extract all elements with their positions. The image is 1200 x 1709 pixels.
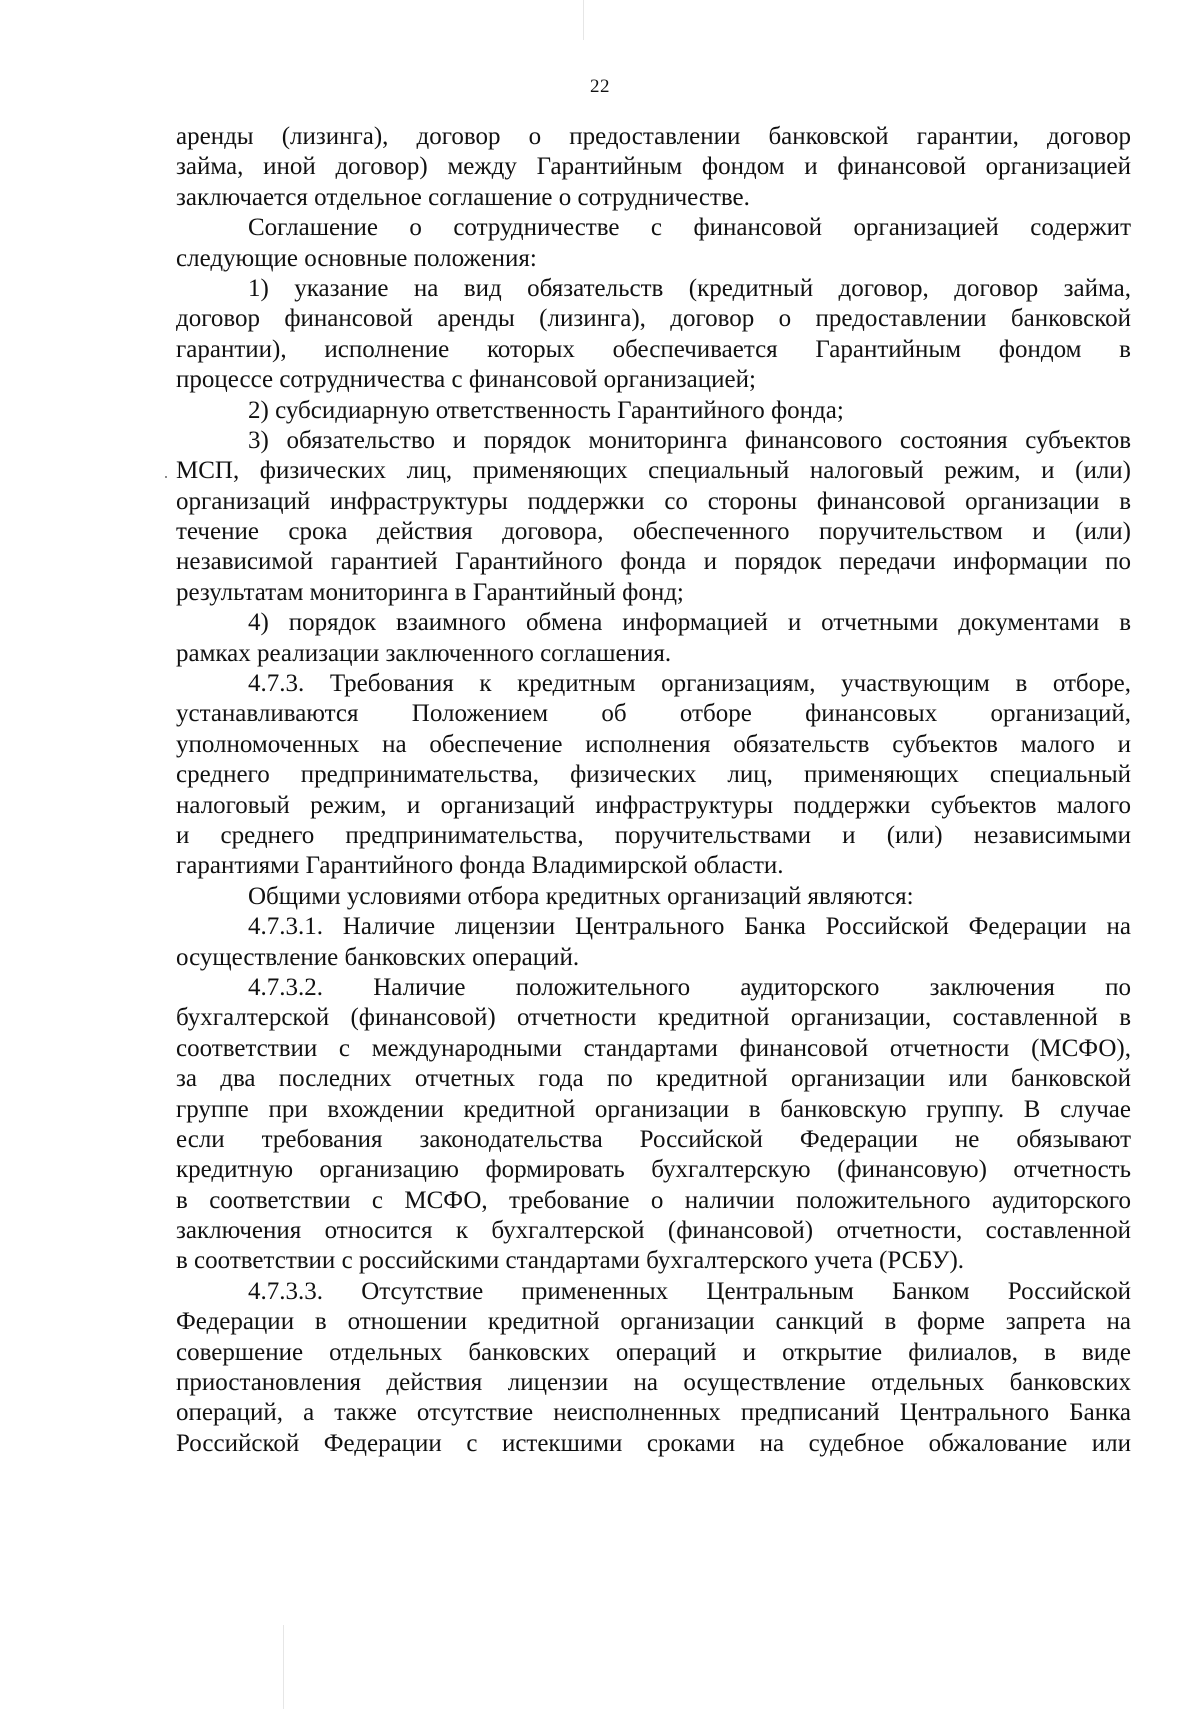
text-line: налоговый режим, и организаций инфраструктуры поддержки субъектов малого xyxy=(176,791,1131,819)
text-line: в соответствии с МСФО, требование о наличии положительного аудиторского xyxy=(176,1186,1131,1214)
text-line: аренды (лизинга), договор о предоставлении банковской гарантии, договор xyxy=(176,123,1131,150)
text-line: заключается отдельное соглашение о сотрудничестве. xyxy=(176,183,750,211)
body-text xyxy=(176,122,1131,1459)
text-line: среднего предпринимательства, физических лиц, применяющих специальный xyxy=(176,761,1131,789)
text-line: 3) обязательство и порядок мониторинга финансового состояния субъектов xyxy=(248,426,1131,454)
page-number: 22 xyxy=(590,76,610,97)
text-line: если требования законодательства Российской Федерации не обязывают xyxy=(176,1125,1131,1153)
text-line: процессе сотрудничества с финансовой организацией; xyxy=(176,366,756,394)
scan-artifact-top xyxy=(583,0,584,40)
text-line: течение срока действия договора, обеспеченного поручительством и (или) xyxy=(176,518,1131,546)
text-line: за два последних отчетных года по кредитной организации или банковской xyxy=(176,1065,1131,1093)
text-line: результатам мониторинга в Гарантийный фонд; xyxy=(176,578,684,606)
text-line: в соответствии с российскими стандартами бухгалтерского учета (РСБУ). xyxy=(176,1247,965,1275)
text-line: 2) субсидиарную ответственность Гарантийного фонда; xyxy=(248,396,844,424)
text-line: гарантиями Гарантийного фонда Владимирской области. xyxy=(176,852,784,880)
text-line: осуществление банковских операций. xyxy=(176,943,580,971)
text-line: приостановления действия лицензии на осуществление отдельных банковских xyxy=(176,1369,1131,1397)
text-line: Соглашение о сотрудничестве с финансовой организацией содержит xyxy=(248,214,1131,242)
text-line: независимой гарантией Гарантийного фонда и порядок передачи информации по xyxy=(176,548,1131,576)
text-line: соответствии с международными стандартами финансовой отчетности (МСФО), xyxy=(176,1034,1131,1062)
text-line: гарантии), исполнение которых обеспечивается Гарантийным фондом в xyxy=(176,335,1131,363)
text-line: 1) указание на вид обязательств (кредитный договор, договор займа, xyxy=(248,274,1131,302)
text-line: заключения относится к бухгалтерской (финансовой) отчетности, составленной xyxy=(176,1217,1131,1245)
scan-speck xyxy=(165,476,167,478)
text-line: 4) порядок взаимного обмена информацией и отчетными документами в xyxy=(248,609,1131,637)
text-line: и среднего предпринимательства, поручительствами и (или) независимыми xyxy=(176,821,1131,849)
text-line: Общими условиями отбора кредитных организаций являются: xyxy=(248,882,914,910)
text-line: Российской Федерации с истекшими сроками на судебное обжалование или xyxy=(176,1429,1131,1457)
text-line: займа, иной договор) между Гарантийным фондом и финансовой организацией xyxy=(176,153,1131,181)
scan-artifact-bottom xyxy=(283,1625,284,1709)
text-line: рамках реализации заключенного соглашения. xyxy=(176,639,672,667)
text-line: МСП, физических лиц, применяющих специальный налоговый режим, и (или) xyxy=(176,457,1131,485)
text-line: следующие основные положения: xyxy=(176,244,537,272)
text-line: операций, а также отсутствие неисполненных предписаний Центрального Банка xyxy=(176,1399,1131,1427)
text-line: уполномоченных на обеспечение исполнения обязательств субъектов малого и xyxy=(176,730,1131,758)
text-line: группе при вхождении кредитной организации в банковскую группу. В случае xyxy=(176,1095,1131,1123)
text-line: совершение отдельных банковских операций и открытие филиалов, в виде xyxy=(176,1338,1131,1366)
text-line: организаций инфраструктуры поддержки со стороны финансовой организации в xyxy=(176,487,1131,515)
text-line: устанавливаются Положением об отборе финансовых организаций, xyxy=(176,700,1131,728)
text-line: Федерации в отношении кредитной организации санкций в форме запрета на xyxy=(176,1308,1131,1336)
text-line: бухгалтерской (финансовой) отчетности кредитной организации, составленной в xyxy=(176,1004,1131,1032)
text-line: договор финансовой аренды (лизинга), договор о предоставлении банковской xyxy=(176,305,1131,333)
text-line: 4.7.3. Требования к кредитным организациям, участвующим в отборе, xyxy=(248,670,1131,698)
text-line: 4.7.3.3. Отсутствие примененных Центральным Банком Российской xyxy=(248,1277,1131,1305)
text-line: 4.7.3.2. Наличие положительного аудиторского заключения по xyxy=(248,973,1131,1001)
text-line: 4.7.3.1. Наличие лицензии Центрального Банка Российской Федерации на xyxy=(248,913,1131,941)
text-line: кредитную организацию формировать бухгалтерскую (финансовую) отчетность xyxy=(176,1156,1131,1184)
